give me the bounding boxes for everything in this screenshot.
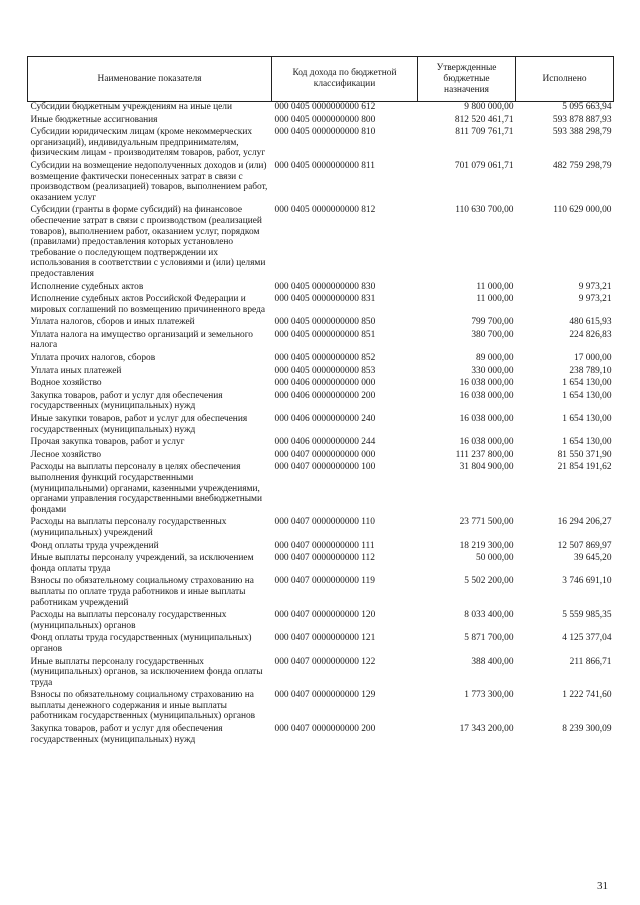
table-row [28, 539, 614, 552]
executed-amount-cell: 4 125 377,04 [562, 633, 612, 644]
approved-amount-cell: 31 804 900,00 [459, 462, 514, 473]
executed-amount-cell: 1 654 130,00 [562, 414, 612, 425]
approved-amount-cell: 812 520 461,71 [454, 114, 514, 125]
table-row [28, 376, 614, 389]
executed-amount-cell: 12 507 869,97 [557, 540, 612, 551]
executed-amount-cell: 9 973,21 [578, 294, 612, 305]
indicator-name-cell: Уплата налога на имущество организаций и земельного налога [30, 329, 253, 351]
executed-amount-cell: 1 654 130,00 [562, 390, 612, 401]
approved-amount-cell: 799 700,00 [471, 317, 514, 328]
table-row [28, 655, 614, 689]
indicator-name-cell: Расходы на выплаты персоналу государственных (муниципальных) органов [30, 610, 227, 631]
executed-amount-cell: 16 294 206,27 [557, 517, 612, 528]
table-row [28, 351, 614, 364]
page-number: 31 [597, 880, 608, 892]
indicator-name-cell: Фонд оплаты труда учреждений [30, 540, 159, 551]
table-row [28, 608, 614, 631]
indicator-name-cell: Субсидии юридическим лицам (кроме некоммерческих организаций), индивидуальным предпринимателям, физическим лицам - производителям товаров, работ, услуг [30, 127, 266, 159]
indicator-name-cell: Расходы на выплаты персоналу в целях обеспечения выполнения функций государственными (муниципальными) органами, казенными учреждениями, органами управления государственными внебюджетными фондами [30, 462, 262, 515]
revenue-code-cell: 000 0405 0000000000 852 [274, 353, 376, 364]
approved-amount-cell: 380 700,00 [471, 329, 514, 340]
approved-amount-cell: 16 038 000,00 [459, 414, 514, 425]
executed-amount-cell: 211 866,71 [569, 656, 612, 667]
revenue-code-cell: 000 0407 0000000000 200 [274, 724, 376, 735]
approved-amount-cell: 18 219 300,00 [459, 540, 514, 551]
table-row [28, 113, 614, 126]
executed-amount-cell: 1 222 741,60 [562, 690, 612, 701]
table-row [28, 389, 614, 412]
approved-amount-cell: 50 000,00 [476, 553, 514, 564]
executed-amount-cell: 8 239 300,09 [562, 724, 612, 735]
revenue-code-cell: 000 0406 0000000000 200 [274, 390, 376, 401]
table-row [28, 435, 614, 448]
indicator-name-cell: Иные бюджетные ассигнования [30, 114, 158, 125]
executed-amount-cell: 5 095 663,94 [562, 102, 612, 112]
indicator-name-cell: Взносы по обязательному социальному страхованию на выплаты денежного содержания и иные выплаты работникам государственных (муниципальных) органов [30, 690, 256, 722]
approved-amount-cell: 330 000,00 [471, 365, 514, 376]
approved-amount-cell: 11 000,00 [476, 281, 514, 292]
indicator-name-cell: Иные закупки товаров, работ и услуг для обеспечения государственных (муниципальных) нужд [30, 414, 248, 435]
revenue-code-cell: 000 0405 0000000000 810 [274, 127, 376, 138]
table-body [28, 102, 614, 746]
indicator-name-cell: Лесное хозяйство [30, 449, 102, 460]
executed-amount-cell: 39 645,20 [574, 553, 612, 564]
revenue-code-cell: 000 0407 0000000000 110 [274, 517, 375, 528]
table-row [28, 688, 614, 722]
budget-table [27, 56, 614, 745]
approved-amount-cell: 811 709 761,71 [455, 127, 514, 138]
approved-amount-cell: 89 000,00 [476, 353, 514, 364]
table-row [28, 551, 614, 574]
executed-amount-cell: 9 973,21 [578, 281, 612, 292]
approved-amount-cell: 5 502 200,00 [464, 576, 514, 587]
revenue-code-cell: 000 0407 0000000000 111 [274, 540, 375, 551]
indicator-name-cell: Субсидии (гранты в форме субсидий) на финансовое обеспечение затрат в связи с производством (реализацией товаров), выполнением работ, оказанием услуг, порядком (правилами) предоставления которых установлено требование о последующем подтверждении их использования в соответствии с условиями и (или) целями предоставления [30, 205, 266, 279]
indicator-name-cell: Уплата иных платежей [30, 365, 122, 376]
revenue-code-cell: 000 0405 0000000000 851 [274, 329, 376, 340]
table-row [28, 280, 614, 293]
executed-amount-cell: 110 629 000,00 [553, 205, 612, 216]
revenue-code-cell: 000 0407 0000000000 120 [274, 610, 376, 621]
table-header [28, 57, 614, 102]
indicator-name-cell: Прочая закупка товаров, работ и услуг [30, 437, 185, 448]
indicator-name-cell: Иные выплаты персоналу учреждений, за исключением фонда оплаты труда [30, 553, 254, 574]
table-row [28, 460, 614, 515]
indicator-name-cell: Исполнение судебных актов Российской Федерации и мировых соглашений по возмещению причиненного вреда [30, 294, 266, 315]
revenue-code-cell: 000 0405 0000000000 853 [274, 365, 376, 376]
approved-amount-cell: 1 773 300,00 [464, 690, 514, 701]
executed-amount-cell: 480 615,93 [569, 317, 612, 328]
indicator-name-cell: Водное хозяйство [30, 378, 102, 389]
executed-amount-cell: 21 854 191,62 [557, 462, 612, 473]
executed-amount-cell: 593 388 298,79 [552, 127, 612, 138]
table-row [28, 574, 614, 608]
revenue-code-cell: 000 0406 0000000000 244 [274, 437, 376, 448]
table-row [28, 125, 614, 159]
revenue-code-cell: 000 0407 0000000000 119 [274, 576, 375, 587]
approved-amount-cell: 111 237 800,00 [455, 449, 514, 460]
revenue-code-cell: 000 0405 0000000000 612 [274, 102, 376, 112]
budget-execution-report [27, 56, 613, 745]
revenue-code-cell: 000 0407 0000000000 000 [274, 449, 376, 460]
indicator-name-cell: Субсидии бюджетным учреждениям на иные цели [30, 102, 232, 112]
header-indicator-name: Наименование показателя [28, 57, 272, 102]
executed-amount-cell: 224 826,83 [569, 329, 612, 340]
approved-amount-cell: 9 800 000,00 [464, 102, 514, 112]
indicator-name-cell: Исполнение судебных актов [30, 281, 144, 292]
indicator-name-cell: Взносы по обязательному социальному страхованию на выплаты по оплате труда работников и иные выплаты работникам учреждений [30, 576, 254, 608]
executed-amount-cell: 1 654 130,00 [562, 378, 612, 389]
executed-amount-cell: 1 654 130,00 [562, 437, 612, 448]
table-row [28, 159, 614, 203]
table-row [28, 315, 614, 328]
revenue-code-cell: 000 0406 0000000000 240 [274, 414, 376, 425]
table-row [28, 328, 614, 351]
indicator-name-cell: Закупка товаров, работ и услуг для обеспечения государственных (муниципальных) нужд [30, 724, 223, 745]
approved-amount-cell: 8 033 400,00 [464, 610, 514, 621]
revenue-code-cell: 000 0407 0000000000 129 [274, 690, 376, 701]
approved-amount-cell: 5 871 700,00 [464, 633, 514, 644]
revenue-code-cell: 000 0407 0000000000 122 [274, 656, 376, 667]
indicator-name-cell: Расходы на выплаты персоналу государственных (муниципальных) учреждений [30, 517, 227, 538]
header-revenue-code: Код дохода по бюджетной классификации [272, 57, 418, 102]
table-row [28, 102, 614, 113]
table-row [28, 292, 614, 315]
revenue-code-cell: 000 0407 0000000000 121 [274, 633, 376, 644]
revenue-code-cell: 000 0407 0000000000 112 [274, 553, 375, 564]
revenue-code-cell: 000 0405 0000000000 831 [274, 294, 376, 305]
executed-amount-cell: 17 000,00 [574, 353, 612, 364]
executed-amount-cell: 593 878 887,93 [552, 114, 612, 125]
revenue-code-cell: 000 0407 0000000000 100 [274, 462, 376, 473]
revenue-code-cell: 000 0405 0000000000 800 [274, 114, 376, 125]
table-row [28, 515, 614, 538]
approved-amount-cell: 16 038 000,00 [459, 437, 514, 448]
table-row [28, 722, 614, 745]
approved-amount-cell: 110 630 700,00 [455, 205, 514, 216]
table-row [28, 364, 614, 377]
header-approved-appropriations: Утвержденные бюджетные назначения [418, 57, 516, 102]
revenue-code-cell: 000 0406 0000000000 000 [274, 378, 376, 389]
header-executed: Исполнено [516, 57, 614, 102]
executed-amount-cell: 81 550 371,90 [557, 449, 612, 460]
revenue-code-cell: 000 0405 0000000000 830 [274, 281, 376, 292]
approved-amount-cell: 388 400,00 [471, 656, 514, 667]
executed-amount-cell: 3 746 691,10 [562, 576, 612, 587]
approved-amount-cell: 17 343 200,00 [459, 724, 514, 735]
table-row [28, 203, 614, 279]
executed-amount-cell: 482 759 298,79 [552, 160, 612, 171]
revenue-code-cell: 000 0405 0000000000 850 [274, 317, 376, 328]
executed-amount-cell: 5 559 985,35 [562, 610, 612, 621]
approved-amount-cell: 701 079 061,71 [454, 160, 514, 171]
revenue-code-cell: 000 0405 0000000000 812 [274, 205, 376, 216]
approved-amount-cell: 16 038 000,00 [459, 390, 514, 401]
revenue-code-cell: 000 0405 0000000000 811 [274, 160, 375, 171]
approved-amount-cell: 16 038 000,00 [459, 378, 514, 389]
indicator-name-cell: Субсидии на возмещение недополученных доходов и (или) возмещение фактически понесенных затрат в связи с производством (реализацией) товаров, выполнением работ, оказанием услуг [30, 160, 268, 203]
indicator-name-cell: Уплата налогов, сборов и иных платежей [30, 317, 195, 328]
table-row [28, 631, 614, 654]
indicator-name-cell: Уплата прочих налогов, сборов [30, 353, 156, 364]
executed-amount-cell: 238 789,10 [569, 365, 612, 376]
table-row [28, 412, 614, 435]
table-row [28, 448, 614, 461]
indicator-name-cell: Фонд оплаты труда государственных (муниципальных) органов [30, 633, 252, 654]
approved-amount-cell: 11 000,00 [476, 294, 514, 305]
indicator-name-cell: Иные выплаты персоналу государственных (муниципальных) органов, за исключением фонда оплаты труда [30, 656, 263, 688]
approved-amount-cell: 23 771 500,00 [459, 517, 514, 528]
indicator-name-cell: Закупка товаров, работ и услуг для обеспечения государственных (муниципальных) нужд [30, 390, 223, 412]
